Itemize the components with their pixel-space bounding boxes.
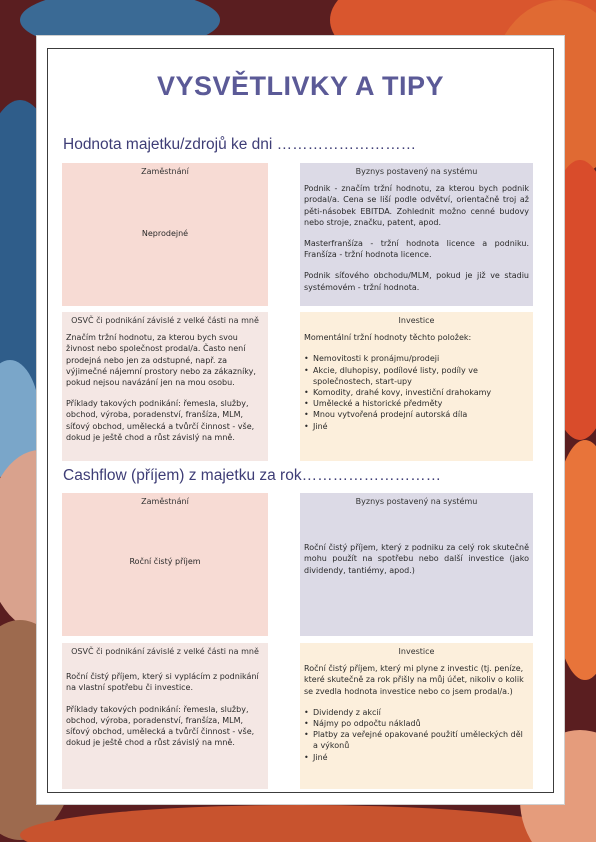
section-heading-asset-value: Hodnota majetku/zdrojů ke dni ………………………: [63, 136, 417, 153]
list-item: • Jiné: [304, 421, 529, 432]
info-sheet: [36, 35, 565, 805]
card-text: Roční čistý příjem: [129, 557, 201, 566]
list-item: • Jiné: [304, 752, 529, 763]
list-item: • Platby za veřejné opakované použití uměleckých děl a výkonů: [304, 729, 529, 751]
card-head: OSVČ či podnikání závislé z velké části na mně: [71, 316, 259, 325]
list-item: • Nemovitosti k pronájmu/prodeji: [304, 353, 529, 364]
section-heading-cashflow: Cashflow (příjem) z majetku za rok………………………: [63, 467, 442, 484]
list-item: • Mnou vytvořená prodejní autorská díla: [304, 409, 529, 420]
list-item: • Dividendy z akcií: [304, 707, 529, 718]
card-intro: Momentální tržní hodnoty těchto položek:: [304, 333, 472, 343]
card-paragraph: Roční čistý příjem, který z podniku za celý rok skutečně mohu použít na spotřebu nebo další investice (jako dividendy, tantiémy, apod.): [304, 543, 529, 575]
card-paragraph: Příklady takových podnikání: řemesla, služby, obchod, výroba, poradenství, franšíza, MLM, síťový obchod, umělecká a tvůrčí činnost - vše, dokud je ještě chod a růst závislý na mně.: [66, 399, 255, 442]
list-item: • Komodity, drahé kovy, investiční drahokamy: [304, 387, 529, 398]
card-head: Zaměstnání: [141, 167, 189, 176]
card-business-cashflow: [300, 493, 533, 636]
card-intro: Roční čistý příjem, který mi plyne z investic (tj. peníze, které skutečně za rok přišly na můj účet, nikoliv o kolik se zvedla hodnota investice nebo co jsem prodal/a.): [304, 664, 524, 696]
list-item: • Umělecké a historické předměty: [304, 398, 529, 409]
card-employee-cashflow: [62, 493, 268, 636]
card-investment-asset-value: [300, 312, 533, 461]
card-paragraph: Podnik síťového obchodu/MLM, pokud je již ve stadiu systémovém - tržní hodnota.: [304, 271, 529, 292]
card-head: Investice: [398, 316, 435, 325]
card-investment-cashflow: [300, 643, 533, 789]
list-item: • Nájmy po odpočtu nákladů: [304, 718, 529, 729]
card-paragraph: Masterfranšíza - tržní hodnota licence a podniku. Franšíza - tržní hodnota licence.: [304, 239, 529, 260]
card-paragraph: Značím tržní hodnotu, za kterou bych svou živnost nebo společnost prodal/a. Často není prodejná nebo jen za odstupné, např. za výjimečné nájemní prostory nebo za zákazníky, pokud nejsou navázání jen na mou osobu.: [66, 333, 256, 388]
card-head: Byznys postavený na systému: [355, 167, 478, 176]
card-business-asset-value: [300, 163, 533, 306]
card-selfemployed-asset-value: [62, 312, 268, 461]
list-item: • Akcie, dluhopisy, podílové listy, podíly ve společnostech, start-upy: [304, 365, 529, 387]
card-employee-asset-value: [62, 163, 268, 306]
sheet-frame: [47, 48, 554, 793]
card-selfemployed-cashflow: [62, 643, 268, 789]
investment-list: [304, 707, 529, 763]
card-head: Zaměstnání: [141, 497, 189, 506]
investment-list: [304, 353, 529, 431]
card-head: Investice: [398, 647, 435, 656]
card-paragraph: Podnik - značím tržní hodnotu, za kterou bych podnik prodal/a. Cena se liší podle odvětví, orientačně troj až pěti-násobek EBITDA. Zohlednit možno cenné budovy nebo stroje, značku, patent, apod.: [304, 184, 529, 227]
page-title: VYSVĚTLIVKY A TIPY: [156, 71, 445, 101]
card-paragraph: Příklady takových podnikání: řemesla, služby, obchod, výroba, poradenství, franšíza, MLM, síťový obchod, umělecká a tvůrčí činnost - vše, dokud je ještě chod a růst závislý na mně.: [66, 704, 255, 748]
card-head: OSVČ či podnikání závislé z velké části na mně: [71, 647, 259, 656]
card-head: Byznys postavený na systému: [355, 497, 478, 506]
card-text: Neprodejné: [141, 229, 189, 238]
card-paragraph: Roční čistý příjem, který si vyplácím z podnikání na vlastní spotřebu či investice.: [66, 672, 259, 693]
